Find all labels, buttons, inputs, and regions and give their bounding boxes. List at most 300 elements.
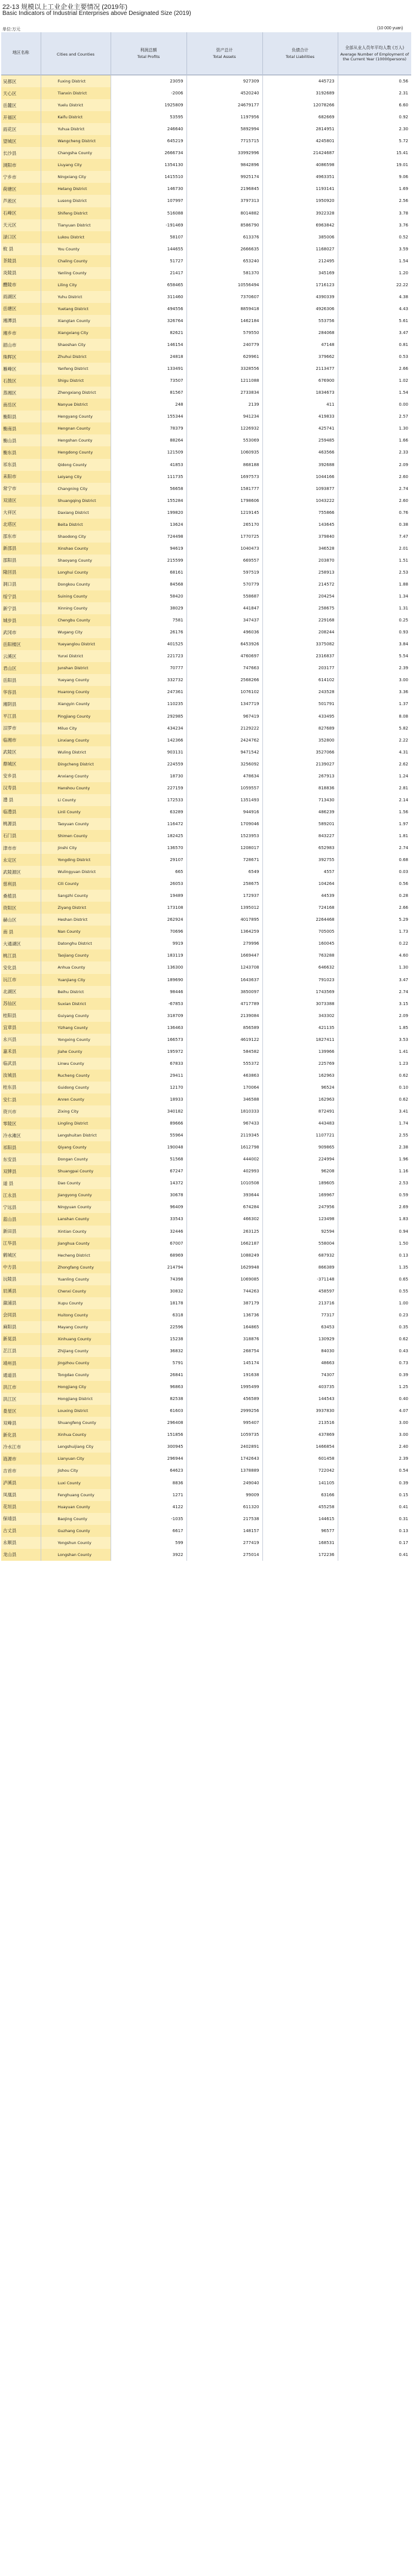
- region-name-cn: 衡山县: [1, 434, 41, 446]
- employment-cell: 4.60: [338, 949, 411, 961]
- total-assets-cell: 265170: [186, 519, 262, 531]
- total-liabilities-cell: 259485: [262, 434, 338, 446]
- total-liabilities-cell: 224994: [262, 1153, 338, 1165]
- region-name-cn: 沅江市: [1, 974, 41, 986]
- total-assets-cell: 456589: [186, 1393, 262, 1405]
- total-assets-cell: 277419: [186, 1537, 262, 1549]
- total-assets-cell: 3328556: [186, 363, 262, 375]
- total-profits-cell: 70696: [111, 926, 186, 938]
- employment-cell: 1.51: [338, 555, 411, 566]
- total-profits-cell: 29411: [111, 1070, 186, 1082]
- employment-cell: 2.33: [338, 446, 411, 458]
- total-liabilities-cell: 425741: [262, 422, 338, 434]
- employment-cell: 1.00: [338, 1297, 411, 1309]
- region-name-cn: 安乡县: [1, 770, 41, 782]
- employment-cell: 3.36: [338, 686, 411, 698]
- employment-cell: 0.28: [338, 890, 411, 902]
- table-row: [1, 746, 411, 758]
- total-assets-cell: 1523953: [186, 830, 262, 842]
- region-name-en: Daxiang District: [41, 507, 111, 519]
- total-liabilities-cell: 909865: [262, 1141, 338, 1153]
- employment-cell: 0.53: [338, 351, 411, 363]
- region-name-cn: 涟源市: [1, 1453, 41, 1465]
- total-profits-cell: 189690: [111, 974, 186, 986]
- region-name-en: Leiyang City: [41, 471, 111, 483]
- region-name-en: Chenxi County: [41, 1285, 111, 1297]
- total-liabilities-cell: 827689: [262, 722, 338, 734]
- column-header-region-cn: 地区名称: [1, 32, 41, 75]
- employment-cell: 22.22: [338, 279, 411, 291]
- total-liabilities-cell: 1093877: [262, 483, 338, 495]
- employment-cell: 1.83: [338, 1213, 411, 1225]
- employment-cell: 0.22: [338, 938, 411, 949]
- total-profits-cell: 155284: [111, 495, 186, 507]
- total-profits-cell: 224559: [111, 758, 186, 770]
- employment-cell: 0.31: [338, 1513, 411, 1525]
- total-assets-cell: 1010508: [186, 1177, 262, 1189]
- employment-cell: 3.84: [338, 638, 411, 650]
- region-name-en: Miluo City: [41, 722, 111, 734]
- employment-cell: 3.53: [338, 1034, 411, 1046]
- table-row: [1, 219, 411, 231]
- total-profits-cell: 146154: [111, 339, 186, 351]
- region-name-en: Suxian District: [41, 998, 111, 1010]
- total-profits-cell: 14372: [111, 1177, 186, 1189]
- employment-cell: 1.66: [338, 434, 411, 446]
- region-name-en: Tongdao County: [41, 1369, 111, 1381]
- region-name-en: Hengyang County: [41, 411, 111, 422]
- total-profits-cell: -191469: [111, 219, 186, 231]
- region-name-en: Ziyang District: [41, 902, 111, 914]
- table-body: [1, 75, 411, 1561]
- table-row: [1, 495, 411, 507]
- employment-cell: 3.00: [338, 674, 411, 686]
- region-name-cn: 南岳区: [1, 399, 41, 411]
- region-name-cn: 汝城县: [1, 1070, 41, 1082]
- table-row: [1, 1117, 411, 1129]
- total-profits-cell: 296944: [111, 1453, 186, 1465]
- table-row: [1, 1177, 411, 1189]
- table-row: [1, 387, 411, 399]
- total-assets-cell: 674284: [186, 1201, 262, 1213]
- region-name-en: Anhua County: [41, 961, 111, 973]
- employment-cell: 1.20: [338, 267, 411, 279]
- total-liabilities-cell: 169967: [262, 1189, 338, 1201]
- table-row: [1, 1333, 411, 1345]
- region-name-cn: 洪江市: [1, 1381, 41, 1393]
- region-name-cn: 凤凰县: [1, 1489, 41, 1501]
- employment-cell: 0.59: [338, 1189, 411, 1201]
- total-profits-cell: 724498: [111, 531, 186, 543]
- total-assets-cell: 1347719: [186, 698, 262, 710]
- region-name-cn: 蒸湘区: [1, 387, 41, 399]
- total-liabilities-cell: 3192689: [262, 87, 338, 99]
- table-row: [1, 1441, 411, 1453]
- total-liabilities-cell: 3073388: [262, 998, 338, 1010]
- employment-cell: 19.01: [338, 159, 411, 171]
- region-name-en: Guiyang County: [41, 1010, 111, 1022]
- total-assets-cell: 669557: [186, 555, 262, 566]
- total-profits-cell: 41853: [111, 459, 186, 471]
- total-liabilities-cell: 96208: [262, 1165, 338, 1177]
- region-name-cn: 岳麓区: [1, 99, 41, 111]
- total-profits-cell: 116472: [111, 818, 186, 830]
- region-name-en: Hetang District: [41, 183, 111, 195]
- region-name-cn: 湘乡市: [1, 327, 41, 339]
- total-liabilities-cell: 21424687: [262, 147, 338, 159]
- employment-cell: 1.54: [338, 255, 411, 267]
- table-row: [1, 806, 411, 818]
- region-name-cn: 雨湖区: [1, 291, 41, 303]
- total-profits-cell: 24818: [111, 351, 186, 363]
- total-profits-cell: 311460: [111, 291, 186, 303]
- total-profits-cell: 23059: [111, 75, 186, 88]
- region-name-en: Jinshi City: [41, 842, 111, 854]
- total-profits-cell: 1415510: [111, 171, 186, 183]
- total-assets-cell: 2424762: [186, 734, 262, 746]
- total-profits-cell: 33543: [111, 1213, 186, 1225]
- total-liabilities-cell: 601458: [262, 1453, 338, 1465]
- region-name-cn: 长沙县: [1, 147, 41, 159]
- employment-cell: 1.85: [338, 1022, 411, 1034]
- total-assets-cell: 4619122: [186, 1034, 262, 1046]
- region-name-cn: 北塔区: [1, 519, 41, 531]
- table-row: [1, 1046, 411, 1058]
- total-assets-cell: 8586790: [186, 219, 262, 231]
- total-profits-cell: 183119: [111, 949, 186, 961]
- table-row: [1, 650, 411, 662]
- total-profits-cell: 300945: [111, 1441, 186, 1453]
- total-assets-cell: 570779: [186, 578, 262, 590]
- region-name-cn: 泸溪县: [1, 1477, 41, 1488]
- total-profits-cell: 111735: [111, 471, 186, 483]
- region-name-cn: 桂东县: [1, 1082, 41, 1094]
- region-name-cn: 资兴市: [1, 1105, 41, 1117]
- total-assets-cell: 967419: [186, 710, 262, 722]
- total-liabilities-cell: 144615: [262, 1513, 338, 1525]
- total-liabilities-cell: 284068: [262, 327, 338, 339]
- region-name-en: Dongan County: [41, 1153, 111, 1165]
- total-assets-cell: 3797313: [186, 195, 262, 207]
- total-assets-cell: 728671: [186, 854, 262, 866]
- table-row: [1, 1034, 411, 1046]
- total-profits-cell: 7581: [111, 614, 186, 626]
- region-name-en: Wangcheng District: [41, 135, 111, 147]
- total-assets-cell: 172937: [186, 890, 262, 902]
- employment-cell: 0.55: [338, 1285, 411, 1297]
- employment-cell: 0.13: [338, 1249, 411, 1261]
- table-row: [1, 363, 411, 375]
- region-name-en: Yuetang District: [41, 303, 111, 315]
- employment-cell: 2.74: [338, 986, 411, 998]
- region-name-cn: 湘阴县: [1, 698, 41, 710]
- region-name-en: Linli County: [41, 806, 111, 818]
- total-profits-cell: 26053: [111, 878, 186, 890]
- employment-cell: 0.54: [338, 1465, 411, 1477]
- table-row: [1, 111, 411, 123]
- employment-cell: 2.66: [338, 902, 411, 914]
- region-name-en: Xinshao County: [41, 543, 111, 555]
- total-profits-cell: 6318: [111, 1309, 186, 1321]
- total-liabilities-cell: 204254: [262, 590, 338, 602]
- total-profits-cell: 133491: [111, 363, 186, 375]
- total-assets-cell: 1798606: [186, 495, 262, 507]
- region-name-cn: 衡东县: [1, 446, 41, 458]
- column-header-total-liabilities: 负债合计 Total Liabilities: [262, 32, 338, 75]
- total-liabilities-cell: 1193141: [262, 183, 338, 195]
- total-liabilities-cell: 48663: [262, 1357, 338, 1369]
- region-name-en: Huarong County: [41, 686, 111, 698]
- region-name-en: Taojiang County: [41, 949, 111, 961]
- total-assets-cell: 463863: [186, 1070, 262, 1082]
- region-name-cn: 新宁县: [1, 602, 41, 614]
- total-assets-cell: 3850097: [186, 986, 262, 998]
- total-liabilities-cell: 96524: [262, 1082, 338, 1094]
- table-row: [1, 794, 411, 806]
- total-profits-cell: 61603: [111, 1405, 186, 1417]
- total-profits-cell: 94619: [111, 543, 186, 555]
- region-name-en: Yuanjiang City: [41, 974, 111, 986]
- total-liabilities-cell: 123498: [262, 1213, 338, 1225]
- table-row: [1, 99, 411, 111]
- employment-cell: 2.39: [338, 1453, 411, 1465]
- total-profits-cell: 26841: [111, 1369, 186, 1381]
- table-row: [1, 974, 411, 986]
- total-profits-cell: 55964: [111, 1129, 186, 1141]
- region-name-en: Liuyang City: [41, 159, 111, 171]
- total-liabilities-cell: 3937830: [262, 1405, 338, 1417]
- total-assets-cell: 1612798: [186, 1141, 262, 1153]
- region-name-en: Wugang City: [41, 626, 111, 638]
- column-header-region-en: Cities and Counties: [41, 32, 111, 75]
- total-profits-cell: 98446: [111, 986, 186, 998]
- region-name-cn: 隆回县: [1, 566, 41, 578]
- total-assets-cell: 2196845: [186, 183, 262, 195]
- total-profits-cell: 247361: [111, 686, 186, 698]
- region-name-en: Jianghua County: [41, 1238, 111, 1249]
- total-profits-cell: 221723: [111, 650, 186, 662]
- table-row: [1, 543, 411, 555]
- table-row: [1, 1465, 411, 1477]
- region-name-cn: 岳阳楼区: [1, 638, 41, 650]
- total-liabilities-cell: 247956: [262, 1201, 338, 1213]
- total-liabilities-cell: 4245801: [262, 135, 338, 147]
- region-name-en: Hengdong County: [41, 446, 111, 458]
- region-name-en: Shifeng District: [41, 207, 111, 219]
- total-liabilities-cell: 84030: [262, 1345, 338, 1357]
- region-name-cn: 零陵区: [1, 1117, 41, 1129]
- employment-cell: 2.01: [338, 543, 411, 555]
- total-liabilities-cell: 818836: [262, 782, 338, 794]
- total-liabilities-cell: 4926306: [262, 303, 338, 315]
- total-assets-cell: 2999256: [186, 1405, 262, 1417]
- employment-cell: 1.74: [338, 1117, 411, 1129]
- employment-cell: 1.25: [338, 1381, 411, 1393]
- region-name-cn: 君山区: [1, 662, 41, 674]
- region-name-cn: 安化县: [1, 961, 41, 973]
- region-name-cn: 宁乡市: [1, 171, 41, 183]
- region-name-en: Wulingyuan District: [41, 866, 111, 878]
- region-name-en: Mayang County: [41, 1321, 111, 1333]
- total-assets-cell: 3256092: [186, 758, 262, 770]
- table-row: [1, 279, 411, 291]
- table-row: [1, 422, 411, 434]
- total-liabilities-cell: 1044166: [262, 471, 338, 483]
- total-liabilities-cell: 92594: [262, 1226, 338, 1238]
- region-name-en: Xiangyin County: [41, 698, 111, 710]
- region-name-en: Zhongfang County: [41, 1261, 111, 1273]
- total-profits-cell: 68969: [111, 1249, 186, 1261]
- table-row: [1, 914, 411, 926]
- region-name-cn: 天心区: [1, 87, 41, 99]
- total-profits-cell: 78379: [111, 422, 186, 434]
- employment-cell: 0.93: [338, 626, 411, 638]
- table-row: [1, 842, 411, 854]
- total-assets-cell: 1059735: [186, 1429, 262, 1441]
- total-profits-cell: 1271: [111, 1489, 186, 1501]
- total-assets-cell: 7715715: [186, 135, 262, 147]
- total-assets-cell: 1226932: [186, 422, 262, 434]
- total-profits-cell: 195972: [111, 1046, 186, 1058]
- total-assets-cell: 1208017: [186, 842, 262, 854]
- employment-cell: 15.41: [338, 147, 411, 159]
- region-name-en: Yuanling County: [41, 1273, 111, 1285]
- total-liabilities-cell: 212495: [262, 255, 338, 267]
- region-name-cn: 桃江县: [1, 949, 41, 961]
- total-liabilities-cell: -371148: [262, 1273, 338, 1285]
- region-name-cn: 东安县: [1, 1153, 41, 1165]
- region-name-cn: 津市市: [1, 842, 41, 854]
- total-liabilities-cell: 3922328: [262, 207, 338, 219]
- table-row: [1, 1309, 411, 1321]
- table-row: [1, 135, 411, 147]
- region-name-en: Datonghu District: [41, 938, 111, 949]
- employment-cell: 2.53: [338, 566, 411, 578]
- employment-cell: 0.68: [338, 854, 411, 866]
- total-liabilities-cell: 791023: [262, 974, 338, 986]
- total-liabilities-cell: 6963842: [262, 219, 338, 231]
- table-row: [1, 1249, 411, 1261]
- region-name-cn: 韶山市: [1, 339, 41, 351]
- region-name-cn: 双清区: [1, 495, 41, 507]
- total-profits-cell: 516088: [111, 207, 186, 219]
- region-name-en: Liling City: [41, 279, 111, 291]
- total-profits-cell: 658465: [111, 279, 186, 291]
- total-liabilities-cell: 676900: [262, 375, 338, 387]
- region-name-cn: 新化县: [1, 1429, 41, 1441]
- total-assets-cell: 1211088: [186, 375, 262, 387]
- total-liabilities-cell: 2139027: [262, 758, 338, 770]
- total-profits-cell: -67853: [111, 998, 186, 1010]
- region-name-cn: 邵阳县: [1, 555, 41, 566]
- region-name-en: Yanling County: [41, 267, 111, 279]
- employment-cell: 0.38: [338, 519, 411, 531]
- total-assets-cell: 1995499: [186, 1381, 262, 1393]
- table-row: [1, 674, 411, 686]
- region-name-en: Suining County: [41, 590, 111, 602]
- region-name-en: Xupu County: [41, 1297, 111, 1309]
- region-name-cn: 雨花区: [1, 123, 41, 135]
- total-profits-cell: 30832: [111, 1285, 186, 1297]
- region-name-cn: 天元区: [1, 219, 41, 231]
- region-name-cn: 中方县: [1, 1261, 41, 1273]
- employment-cell: 0.92: [338, 111, 411, 123]
- total-assets-cell: 2139: [186, 399, 262, 411]
- table-row: [1, 986, 411, 998]
- region-name-en: Yueyang County: [41, 674, 111, 686]
- region-name-en: Yongding District: [41, 854, 111, 866]
- region-name-en: Li County: [41, 794, 111, 806]
- region-name-en: Tianyuan District: [41, 219, 111, 231]
- region-name-en: Zhengxiang District: [41, 387, 111, 399]
- total-liabilities-cell: 486239: [262, 806, 338, 818]
- total-profits-cell: 599: [111, 1537, 186, 1549]
- region-name-en: Kaifu District: [41, 111, 111, 123]
- total-assets-cell: 581370: [186, 267, 262, 279]
- region-name-cn: 蓝山县: [1, 1213, 41, 1225]
- region-name-en: Huayuan County: [41, 1501, 111, 1513]
- total-profits-cell: 67007: [111, 1238, 186, 1249]
- region-name-en: Xinning County: [41, 602, 111, 614]
- table-row: [1, 315, 411, 327]
- total-assets-cell: 402993: [186, 1165, 262, 1177]
- total-assets-cell: 1810333: [186, 1105, 262, 1117]
- employment-cell: 0.65: [338, 1273, 411, 1285]
- total-liabilities-cell: 144543: [262, 1393, 338, 1405]
- total-assets-cell: 1351493: [186, 794, 262, 806]
- total-assets-cell: 1197956: [186, 111, 262, 123]
- employment-cell: 1.31: [338, 602, 411, 614]
- region-name-en: Lengshuijiang City: [41, 1441, 111, 1453]
- total-assets-cell: 170064: [186, 1082, 262, 1094]
- employment-cell: 8.08: [338, 710, 411, 722]
- total-profits-cell: 9919: [111, 938, 186, 949]
- region-name-cn: 湘潭县: [1, 315, 41, 327]
- employment-cell: 0.41: [338, 1501, 411, 1513]
- total-assets-cell: 347437: [186, 614, 262, 626]
- region-name-cn: 宜章县: [1, 1022, 41, 1034]
- total-profits-cell: 38029: [111, 602, 186, 614]
- table-row: [1, 961, 411, 973]
- region-name-cn: 耒阳市: [1, 471, 41, 483]
- employment-cell: 2.09: [338, 459, 411, 471]
- total-assets-cell: 927309: [186, 75, 262, 88]
- table-row: [1, 1393, 411, 1405]
- total-assets-cell: 444002: [186, 1153, 262, 1165]
- total-profits-cell: 13624: [111, 519, 186, 531]
- region-name-cn: 辰溪县: [1, 1285, 41, 1297]
- total-liabilities-cell: 168531: [262, 1537, 338, 1549]
- total-assets-cell: 240779: [186, 339, 262, 351]
- employment-cell: 0.25: [338, 614, 411, 626]
- total-assets-cell: 1629948: [186, 1261, 262, 1273]
- total-assets-cell: 10556494: [186, 279, 262, 291]
- total-assets-cell: 4717789: [186, 998, 262, 1010]
- employment-cell: 1.81: [338, 830, 411, 842]
- total-assets-cell: 496036: [186, 626, 262, 638]
- employment-cell: 1.41: [338, 1046, 411, 1058]
- employment-cell: 0.52: [338, 231, 411, 243]
- total-profits-cell: 136463: [111, 1022, 186, 1034]
- total-profits-cell: 18730: [111, 770, 186, 782]
- employment-cell: 1.88: [338, 578, 411, 590]
- total-profits-cell: 32446: [111, 1226, 186, 1238]
- total-assets-cell: 268754: [186, 1345, 262, 1357]
- table-row: [1, 1226, 411, 1238]
- region-name-cn: 大通湖区: [1, 938, 41, 949]
- region-name-en: Heshan District: [41, 914, 111, 926]
- total-assets-cell: 558687: [186, 590, 262, 602]
